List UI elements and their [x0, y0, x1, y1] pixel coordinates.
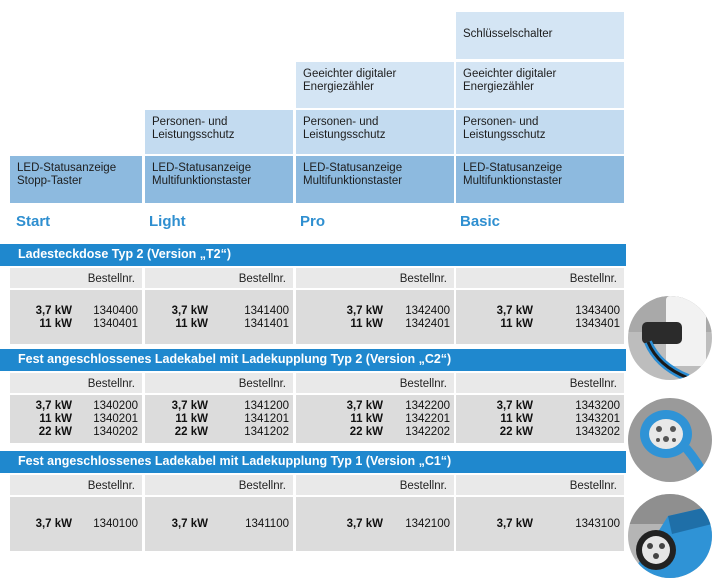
order-label: Bestellnr. [10, 268, 142, 288]
power-value: 3,7 kW [171, 305, 208, 317]
order-cell-start-t2 [10, 290, 142, 344]
power-value: 11 kW [175, 318, 208, 330]
order-cell-pro-c1 [296, 497, 454, 551]
order-label: Bestellnr. [145, 268, 293, 288]
pro-feature-schutz: Personen- und Leistungsschutz [296, 110, 454, 154]
light-feature-schutz: Personen- und Leistungsschutz [145, 110, 293, 154]
power-value: 3,7 kW [35, 518, 72, 530]
order-cell-light-c2 [145, 395, 293, 443]
power-value: 11 kW [350, 413, 383, 425]
power-value: 3,7 kW [171, 400, 208, 412]
light-feature-led: LED-Statusanzeige Multifunktionstaster [145, 156, 293, 203]
order-number: 1342400 [405, 305, 450, 317]
wallbox-socket-photo [628, 296, 712, 380]
variant-light: Light [149, 213, 186, 230]
power-value: 11 kW [350, 318, 383, 330]
order-number: 1341200 [244, 400, 289, 412]
pro-feature-energiezaehler: Geeichter digitaler Energiezähler [296, 62, 454, 108]
order-number: 1342100 [405, 518, 450, 530]
basic-feature-led: LED-Statusanzeige Multifunktionstaster [456, 156, 624, 203]
order-number: 1342202 [405, 426, 450, 438]
type1-coupler-photo [628, 494, 712, 578]
power-value: 3,7 kW [346, 305, 383, 317]
order-number: 1340200 [93, 400, 138, 412]
power-value: 3,7 kW [35, 400, 72, 412]
order-label: Bestellnr. [10, 373, 142, 393]
order-label: Bestellnr. [296, 475, 454, 495]
order-number: 1343200 [575, 400, 620, 412]
power-value: 3,7 kW [496, 305, 533, 317]
order-number: 1342200 [405, 400, 450, 412]
order-cell-pro-t2 [296, 290, 454, 344]
order-cell-basic-c1 [456, 497, 624, 551]
order-number: 1343400 [575, 305, 620, 317]
order-number: 1343401 [575, 318, 620, 330]
section-title-c1: Fest angeschlossenes Ladekabel mit Ladekupplung Typ 1 (Version „C1“) [0, 451, 626, 473]
start-feature-led-stopp: LED-Statusanzeige Stopp-Taster [10, 156, 142, 203]
section-title-c2: Fest angeschlossenes Ladekabel mit Ladekupplung Typ 2 (Version „C2“) [0, 349, 626, 371]
order-number: 1340201 [93, 413, 138, 425]
order-cell-start-c1 [10, 497, 142, 551]
order-number: 1341202 [244, 426, 289, 438]
power-value: 3,7 kW [171, 518, 208, 530]
power-value: 11 kW [500, 318, 533, 330]
order-label: Bestellnr. [145, 373, 293, 393]
pro-feature-led: LED-Statusanzeige Multifunktionstaster [296, 156, 454, 203]
power-value: 11 kW [39, 318, 72, 330]
power-value: 22 kW [499, 426, 533, 438]
order-number: 1340100 [93, 518, 138, 530]
type2-coupler-photo [628, 398, 712, 482]
order-number: 1340400 [93, 305, 138, 317]
order-number: 1341201 [244, 413, 289, 425]
order-number: 1343100 [575, 518, 620, 530]
order-number: 1341400 [244, 305, 289, 317]
section-title-t2: Ladesteckdose Typ 2 (Version „T2“) [0, 244, 626, 266]
order-number: 1343202 [575, 426, 620, 438]
power-value: 11 kW [175, 413, 208, 425]
variant-pro: Pro [300, 213, 326, 230]
order-label: Bestellnr. [10, 475, 142, 495]
power-value: 22 kW [349, 426, 383, 438]
variant-basic: Basic [460, 213, 501, 230]
order-number: 1341100 [245, 518, 289, 530]
order-number: 1343201 [575, 413, 620, 425]
power-value: 3,7 kW [496, 518, 533, 530]
order-cell-basic-t2 [456, 290, 624, 344]
power-value: 3,7 kW [35, 305, 72, 317]
basic-feature-schluesselschalter: Schlüsselschalter [456, 12, 624, 59]
order-number: 1342401 [405, 318, 450, 330]
order-label: Bestellnr. [296, 268, 454, 288]
power-value: 3,7 kW [496, 400, 533, 412]
order-number: 1342201 [405, 413, 450, 425]
basic-feature-energiezaehler: Geeichter digitaler Energiezähler [456, 62, 624, 108]
order-cell-start-c2 [10, 395, 142, 443]
order-label: Bestellnr. [456, 373, 624, 393]
order-label: Bestellnr. [296, 373, 454, 393]
power-value: 11 kW [39, 413, 72, 425]
order-number: 1340401 [93, 318, 138, 330]
order-cell-light-t2 [145, 290, 293, 344]
order-label: Bestellnr. [456, 268, 624, 288]
order-cell-basic-c2 [456, 395, 624, 443]
order-cell-pro-c2 [296, 395, 454, 443]
order-number: 1340202 [93, 426, 138, 438]
order-label: Bestellnr. [145, 475, 293, 495]
order-cell-light-c1 [145, 497, 293, 551]
power-value: 22 kW [38, 426, 72, 438]
power-value: 3,7 kW [346, 400, 383, 412]
order-number: 1341401 [244, 318, 289, 330]
basic-feature-schutz: Personen- und Leistungsschutz [456, 110, 624, 154]
order-label: Bestellnr. [456, 475, 624, 495]
power-value: 22 kW [174, 426, 208, 438]
power-value: 3,7 kW [346, 518, 383, 530]
power-value: 11 kW [500, 413, 533, 425]
variant-start: Start [16, 213, 51, 230]
